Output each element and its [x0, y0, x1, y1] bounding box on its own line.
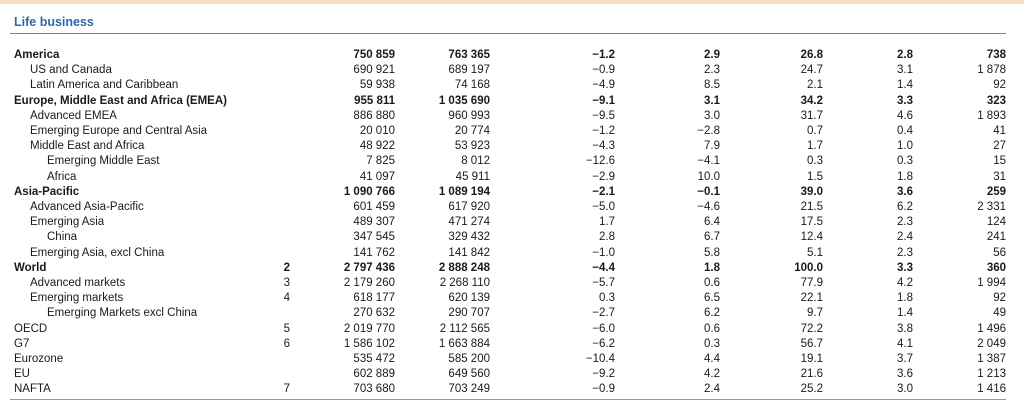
- cell-value: 535 472: [353, 353, 395, 366]
- row-note: 4: [283, 292, 290, 305]
- cell-value: 27: [993, 140, 1006, 153]
- row-label: Middle East and Africa: [30, 140, 145, 153]
- cell-value: −1.0: [592, 246, 615, 259]
- cell-value: 7 825: [366, 155, 395, 168]
- cell-value: 3.7: [897, 353, 913, 366]
- cell-value: 0.3: [897, 155, 913, 168]
- cell-value: 3.0: [704, 109, 720, 122]
- cell-value: 738: [986, 49, 1006, 61]
- row-label: Emerging Asia, excl China: [30, 246, 165, 259]
- cell-value: 585 200: [448, 353, 490, 366]
- row-note: 2: [283, 261, 290, 274]
- cell-value: 10.0: [697, 170, 720, 183]
- cell-value: 5.1: [807, 246, 823, 259]
- cell-value: −9.1: [592, 94, 615, 107]
- cell-value: 24.7: [800, 64, 823, 77]
- table-row: [10, 215, 1006, 230]
- row-label: Advanced EMEA: [30, 109, 117, 122]
- cell-value: 3.3: [897, 94, 913, 107]
- section-title: Life business: [14, 15, 94, 29]
- row-note: [230, 94, 290, 109]
- cell-value: 703 249: [448, 383, 490, 396]
- cell-value: 31: [993, 170, 1006, 183]
- table-row: [10, 63, 1006, 78]
- row-label: America: [14, 49, 60, 61]
- cell-value: 270 632: [353, 307, 395, 320]
- cell-value: −6.2: [592, 337, 615, 350]
- table-row: [10, 109, 1006, 124]
- cell-value: 17.5: [800, 216, 823, 229]
- table-row: [10, 124, 1006, 139]
- cell-value: 2 268 110: [439, 277, 490, 290]
- cell-value: 41 097: [359, 170, 395, 183]
- cell-value: 960 993: [448, 109, 490, 122]
- cell-value: 3.8: [897, 322, 913, 335]
- cell-value: 1 035 690: [438, 94, 490, 107]
- cell-value: 649 560: [448, 368, 490, 381]
- row-label: Eurozone: [14, 353, 64, 366]
- cell-value: 1.0: [897, 140, 913, 153]
- cell-value: 20 774: [454, 125, 490, 138]
- table-row: [10, 78, 1006, 93]
- row-note: [230, 170, 290, 185]
- cell-value: 0.3: [599, 292, 615, 305]
- cell-value: 59 938: [359, 79, 395, 92]
- row-note: [230, 154, 290, 169]
- cell-value: 77.9: [800, 277, 823, 290]
- cell-value: 8 012: [461, 155, 490, 168]
- cell-value: 92: [993, 292, 1006, 305]
- row-label: China: [47, 231, 78, 244]
- cell-value: 6.2: [897, 201, 913, 214]
- cell-value: 141 842: [448, 246, 490, 259]
- cell-value: 1.4: [897, 307, 913, 320]
- cell-value: 241: [986, 231, 1006, 244]
- cell-value: 141 762: [353, 246, 395, 259]
- cell-value: 290 707: [448, 307, 490, 320]
- cell-value: 5.8: [704, 246, 720, 259]
- cell-value: 1.8: [897, 170, 913, 183]
- cell-value: −0.9: [592, 383, 615, 396]
- table-row: [10, 352, 1006, 367]
- cell-value: 19.1: [800, 353, 823, 366]
- cell-value: 2 112 565: [439, 322, 490, 335]
- cell-value: 259: [986, 185, 1006, 198]
- cell-value: 2.3: [704, 64, 720, 77]
- cell-value: 323: [986, 94, 1006, 107]
- cell-value: 4.4: [704, 353, 720, 366]
- cell-value: 92: [993, 79, 1006, 92]
- cell-value: 21.6: [800, 368, 823, 381]
- cell-value: 329 432: [448, 231, 490, 244]
- cell-value: 703 680: [353, 383, 395, 396]
- table-row: [10, 261, 1006, 276]
- cell-value: 763 365: [448, 49, 490, 61]
- cell-value: 1.5: [807, 170, 823, 183]
- cell-value: 620 139: [448, 292, 490, 305]
- cell-value: 2 888 248: [438, 261, 490, 274]
- cell-value: 22.1: [800, 292, 823, 305]
- table-row: [10, 170, 1006, 185]
- table-row: [10, 291, 1006, 306]
- cell-value: 2.9: [704, 49, 720, 61]
- cell-value: 0.6: [704, 277, 720, 290]
- table-row: [10, 306, 1006, 321]
- row-label: Latin America and Caribbean: [30, 79, 179, 92]
- row-label: Emerging Asia: [30, 216, 105, 229]
- cell-value: 1 416: [977, 383, 1006, 396]
- cell-value: 124: [986, 216, 1006, 229]
- cell-value: −2.1: [592, 185, 615, 198]
- cell-value: 1.8: [704, 261, 720, 274]
- cell-value: 1 663 884: [438, 337, 490, 350]
- cell-value: 2 179 260: [343, 277, 395, 290]
- cell-value: 20 010: [359, 125, 395, 138]
- cell-value: 53 923: [454, 140, 490, 153]
- table-row: [10, 200, 1006, 215]
- cell-value: −10.4: [585, 353, 615, 366]
- row-note: 3: [283, 277, 290, 290]
- table-row: [10, 367, 1006, 382]
- row-note: [230, 78, 290, 93]
- row-note: [230, 63, 290, 78]
- table-row: [10, 154, 1006, 169]
- cell-value: 6.5: [704, 292, 720, 305]
- cell-value: −1.2: [592, 49, 615, 61]
- row-note: [230, 48, 290, 63]
- cell-value: 15: [993, 155, 1006, 168]
- cell-value: 1 893: [977, 109, 1006, 122]
- row-label: OECD: [14, 322, 48, 335]
- row-note: [230, 124, 290, 139]
- cell-value: 41: [993, 125, 1006, 138]
- cell-value: 56: [993, 246, 1006, 259]
- cell-value: 100.0: [794, 261, 823, 274]
- cell-value: 601 459: [353, 201, 395, 214]
- table-body: [10, 48, 1006, 398]
- cell-value: 21.5: [800, 201, 823, 214]
- cell-value: 6.7: [704, 231, 720, 244]
- cell-value: 3.6: [897, 185, 913, 198]
- row-note: [230, 306, 290, 321]
- cell-value: 2.8: [599, 231, 615, 244]
- top-color-band: [0, 0, 1024, 4]
- row-note: [230, 215, 290, 230]
- cell-value: 6.4: [704, 216, 720, 229]
- table-row: [10, 230, 1006, 245]
- cell-value: 0.7: [807, 125, 823, 138]
- cell-value: 489 307: [353, 216, 395, 229]
- cell-value: −9.5: [592, 109, 615, 122]
- cell-value: 2 019 770: [343, 322, 395, 335]
- cell-value: 2.3: [897, 216, 913, 229]
- cell-value: 471 274: [448, 216, 490, 229]
- cell-value: 750 859: [353, 49, 395, 61]
- cell-value: 1.4: [897, 79, 913, 92]
- cell-value: 1 213: [977, 368, 1006, 381]
- cell-value: 34.2: [800, 94, 823, 107]
- cell-value: 74 168: [454, 79, 490, 92]
- cell-value: 1.7: [807, 140, 823, 153]
- cell-value: 49: [993, 307, 1006, 320]
- cell-value: 0.6: [704, 322, 720, 335]
- cell-value: 1 387: [977, 353, 1006, 366]
- title-divider: [10, 33, 1006, 34]
- table-row: [10, 48, 1006, 63]
- cell-value: 1 496: [977, 322, 1006, 335]
- cell-value: 2 797 436: [343, 261, 395, 274]
- cell-value: −2.9: [592, 170, 615, 183]
- cell-value: 26.8: [800, 49, 823, 61]
- row-note: 6: [283, 337, 290, 350]
- cell-value: −6.0: [592, 322, 615, 335]
- cell-value: −4.9: [592, 79, 615, 92]
- life-business-table: [10, 48, 1006, 398]
- cell-value: 31.7: [800, 109, 823, 122]
- cell-value: 0.3: [807, 155, 823, 168]
- table-row: [10, 139, 1006, 154]
- cell-value: 1 878: [977, 64, 1006, 77]
- cell-value: −2.7: [592, 307, 615, 320]
- cell-value: 2 331: [977, 201, 1006, 214]
- cell-value: 12.4: [800, 231, 823, 244]
- cell-value: 4.1: [897, 337, 913, 350]
- cell-value: 4.2: [897, 277, 913, 290]
- cell-value: 618 177: [353, 292, 395, 305]
- row-label: Advanced markets: [30, 277, 126, 290]
- row-note: 5: [283, 322, 290, 335]
- cell-value: 886 880: [353, 109, 395, 122]
- row-note: [230, 109, 290, 124]
- row-label: NAFTA: [14, 383, 51, 396]
- cell-value: −4.6: [697, 201, 720, 214]
- row-label: Advanced Asia-Pacific: [30, 201, 144, 214]
- cell-value: 1 089 194: [438, 185, 490, 198]
- cell-value: 3.1: [704, 94, 720, 107]
- cell-value: 2.4: [704, 383, 720, 396]
- row-note: [230, 367, 290, 382]
- table-row: [10, 322, 1006, 337]
- cell-value: −5.0: [592, 201, 615, 214]
- row-label: Asia-Pacific: [14, 185, 80, 198]
- row-note: [230, 139, 290, 154]
- row-label: US and Canada: [30, 64, 112, 77]
- cell-value: −0.1: [697, 185, 720, 198]
- cell-value: 56.7: [800, 337, 823, 350]
- table-row: [10, 94, 1006, 109]
- row-note: [230, 185, 290, 200]
- row-label: Emerging Markets excl China: [47, 307, 198, 320]
- cell-value: 3.3: [897, 261, 913, 274]
- cell-value: 25.2: [800, 383, 823, 396]
- cell-value: 690 921: [353, 64, 395, 77]
- cell-value: 6.2: [704, 307, 720, 320]
- table-row: [10, 246, 1006, 261]
- cell-value: −9.2: [592, 368, 615, 381]
- cell-value: 4.2: [704, 368, 720, 381]
- row-label: Emerging Europe and Central Asia: [30, 125, 208, 138]
- cell-value: 1.7: [599, 216, 615, 229]
- cell-value: 347 545: [353, 231, 395, 244]
- row-note: [230, 246, 290, 261]
- cell-value: 4.6: [897, 109, 913, 122]
- row-label: Europe, Middle East and Africa (EMEA): [14, 94, 227, 107]
- cell-value: −1.2: [592, 125, 615, 138]
- cell-value: 3.6: [897, 368, 913, 381]
- table-row: [10, 185, 1006, 200]
- cell-value: 72.2: [800, 322, 823, 335]
- cell-value: 3.0: [897, 383, 913, 396]
- row-note: [230, 200, 290, 215]
- row-label: G7: [14, 337, 30, 350]
- cell-value: −4.1: [697, 155, 720, 168]
- cell-value: 2.8: [897, 49, 913, 61]
- cell-value: 9.7: [807, 307, 823, 320]
- row-note: [230, 352, 290, 367]
- cell-value: 8.5: [704, 79, 720, 92]
- row-label: Emerging Middle East: [47, 155, 160, 168]
- cell-value: 0.4: [897, 125, 913, 138]
- cell-value: 3.1: [897, 64, 913, 77]
- cell-value: 360: [986, 261, 1006, 274]
- cell-value: 48 922: [359, 140, 395, 153]
- row-label: Africa: [47, 170, 77, 183]
- cell-value: 1.8: [897, 292, 913, 305]
- cell-value: 2.3: [897, 246, 913, 259]
- row-label: Emerging markets: [30, 292, 124, 305]
- cell-value: 2.1: [807, 79, 823, 92]
- cell-value: 689 197: [448, 64, 490, 77]
- row-label: EU: [14, 368, 30, 381]
- bottom-divider: [10, 399, 1006, 400]
- cell-value: 39.0: [800, 185, 823, 198]
- row-note: [230, 230, 290, 245]
- cell-value: 45 911: [455, 170, 490, 183]
- cell-value: 617 920: [448, 201, 490, 214]
- table-row: [10, 337, 1006, 352]
- row-label: World: [14, 261, 47, 274]
- cell-value: −4.4: [592, 261, 615, 274]
- cell-value: 1 994: [977, 277, 1006, 290]
- cell-value: 1 090 766: [343, 185, 395, 198]
- cell-value: 2 049: [977, 337, 1006, 350]
- table-row: [10, 382, 1006, 397]
- cell-value: −5.7: [592, 277, 615, 290]
- cell-value: −12.6: [585, 155, 615, 168]
- cell-value: 2.4: [897, 231, 913, 244]
- cell-value: 955 811: [354, 94, 395, 107]
- cell-value: −4.3: [592, 140, 615, 153]
- cell-value: 602 889: [353, 368, 395, 381]
- cell-value: −0.9: [592, 64, 615, 77]
- cell-value: 1 586 102: [343, 337, 395, 350]
- cell-value: 7.9: [704, 140, 720, 153]
- row-note: 7: [283, 383, 290, 396]
- cell-value: −2.8: [697, 125, 720, 138]
- cell-value: 0.3: [704, 337, 720, 350]
- table-row: [10, 276, 1006, 291]
